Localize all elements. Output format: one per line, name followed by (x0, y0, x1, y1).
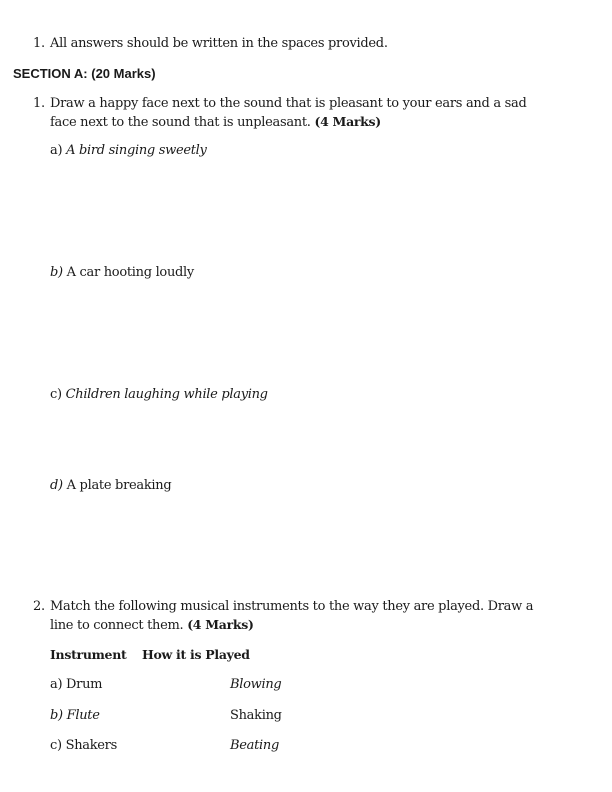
question-text: Draw a happy face next to the sound that is pleasant to your ears and a sad (50, 96, 527, 111)
table-row-method: Blowing (230, 677, 282, 692)
table-header-method: How it is Played (142, 647, 250, 662)
table-row-method: Beating (230, 738, 279, 753)
item-text: A car hooting loudly (66, 265, 194, 280)
question-number: 1. (33, 96, 45, 111)
table-header-instrument: Instrument (50, 647, 127, 662)
question-1-item-b (50, 265, 194, 280)
question-2-line2 (50, 617, 254, 633)
item-label: c) (50, 387, 62, 402)
question-1-line2 (50, 114, 381, 130)
question-1-item-c (50, 387, 268, 402)
item-label: d) (50, 478, 63, 493)
item-text: Children laughing while playing (65, 387, 268, 402)
item-text: A plate breaking (66, 478, 172, 493)
item-text: A bird singing sweetly (66, 143, 207, 158)
table-row-instrument: c) Shakers (50, 738, 117, 753)
table-row-method: Shaking (230, 708, 282, 723)
instruction-item (33, 36, 388, 51)
question-text-continued: line to connect them. (50, 618, 184, 633)
question-1-item-d (50, 478, 171, 493)
section-title: SECTION A: (20 Marks) (13, 66, 156, 81)
question-1-line1 (33, 96, 526, 111)
instruction-text: All answers should be written in the spaces provided. (50, 36, 388, 51)
item-label: b) (50, 265, 63, 280)
table-row-instrument: a) Drum (50, 677, 103, 692)
table-row-instrument: b) Flute (50, 708, 100, 723)
instruction-number: 1. (33, 36, 45, 51)
question-2-line1 (33, 599, 533, 614)
question-marks: (4 Marks) (314, 114, 381, 129)
question-marks: (4 Marks) (187, 617, 254, 632)
item-label: a) (50, 143, 63, 158)
question-text-continued: face next to the sound that is unpleasant. (50, 115, 311, 130)
question-1-item-a (50, 143, 207, 158)
question-text: Match the following musical instruments to the way they are played. Draw a (50, 599, 534, 614)
question-number: 2. (33, 599, 45, 614)
